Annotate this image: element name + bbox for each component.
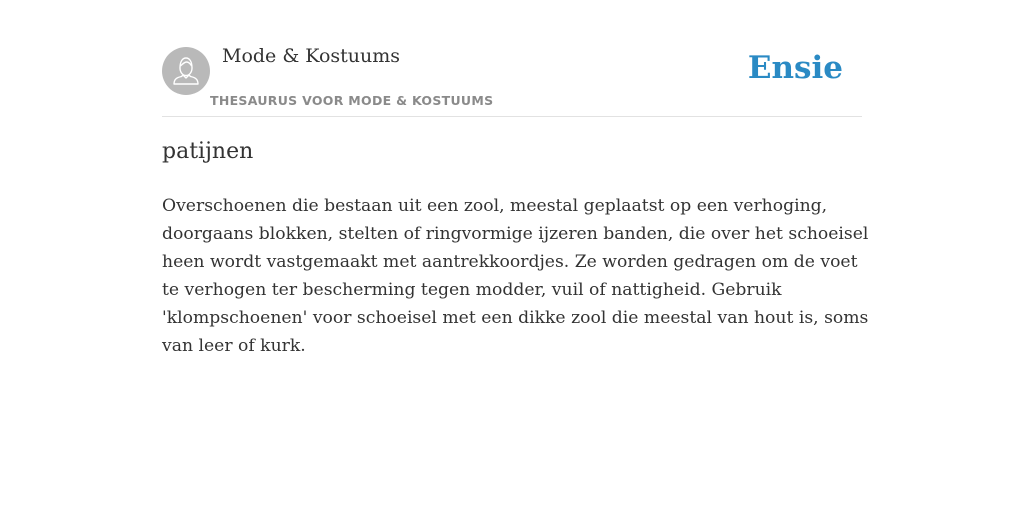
user-icon — [162, 47, 210, 95]
header — [162, 0, 862, 117]
author-avatar[interactable] — [162, 47, 210, 95]
entry-term: patijnen — [162, 139, 254, 164]
ensie-logo[interactable]: Ensie — [747, 50, 843, 86]
thesaurus-label[interactable]: THESAURUS VOOR MODE & KOSTUUMS — [210, 93, 494, 108]
entry-definition: Overschoenen die bestaan uit een zool, meestal geplaatst op een verhoging, doorgaans blokken, stelten of ringvormige ijzeren banden, die over het schoeisel heen wordt vastgemaakt met aantrekkoordjes. Ze worden gedragen om de voet te verhogen ter bescherming tegen modder, vuil of nattigheid. Gebruik 'klompschoenen' voor schoeisel met een dikke zool die meestal van hout is, soms van leer of kurk. — [162, 196, 869, 356]
author-name[interactable]: Mode & Kostuums — [222, 45, 401, 67]
